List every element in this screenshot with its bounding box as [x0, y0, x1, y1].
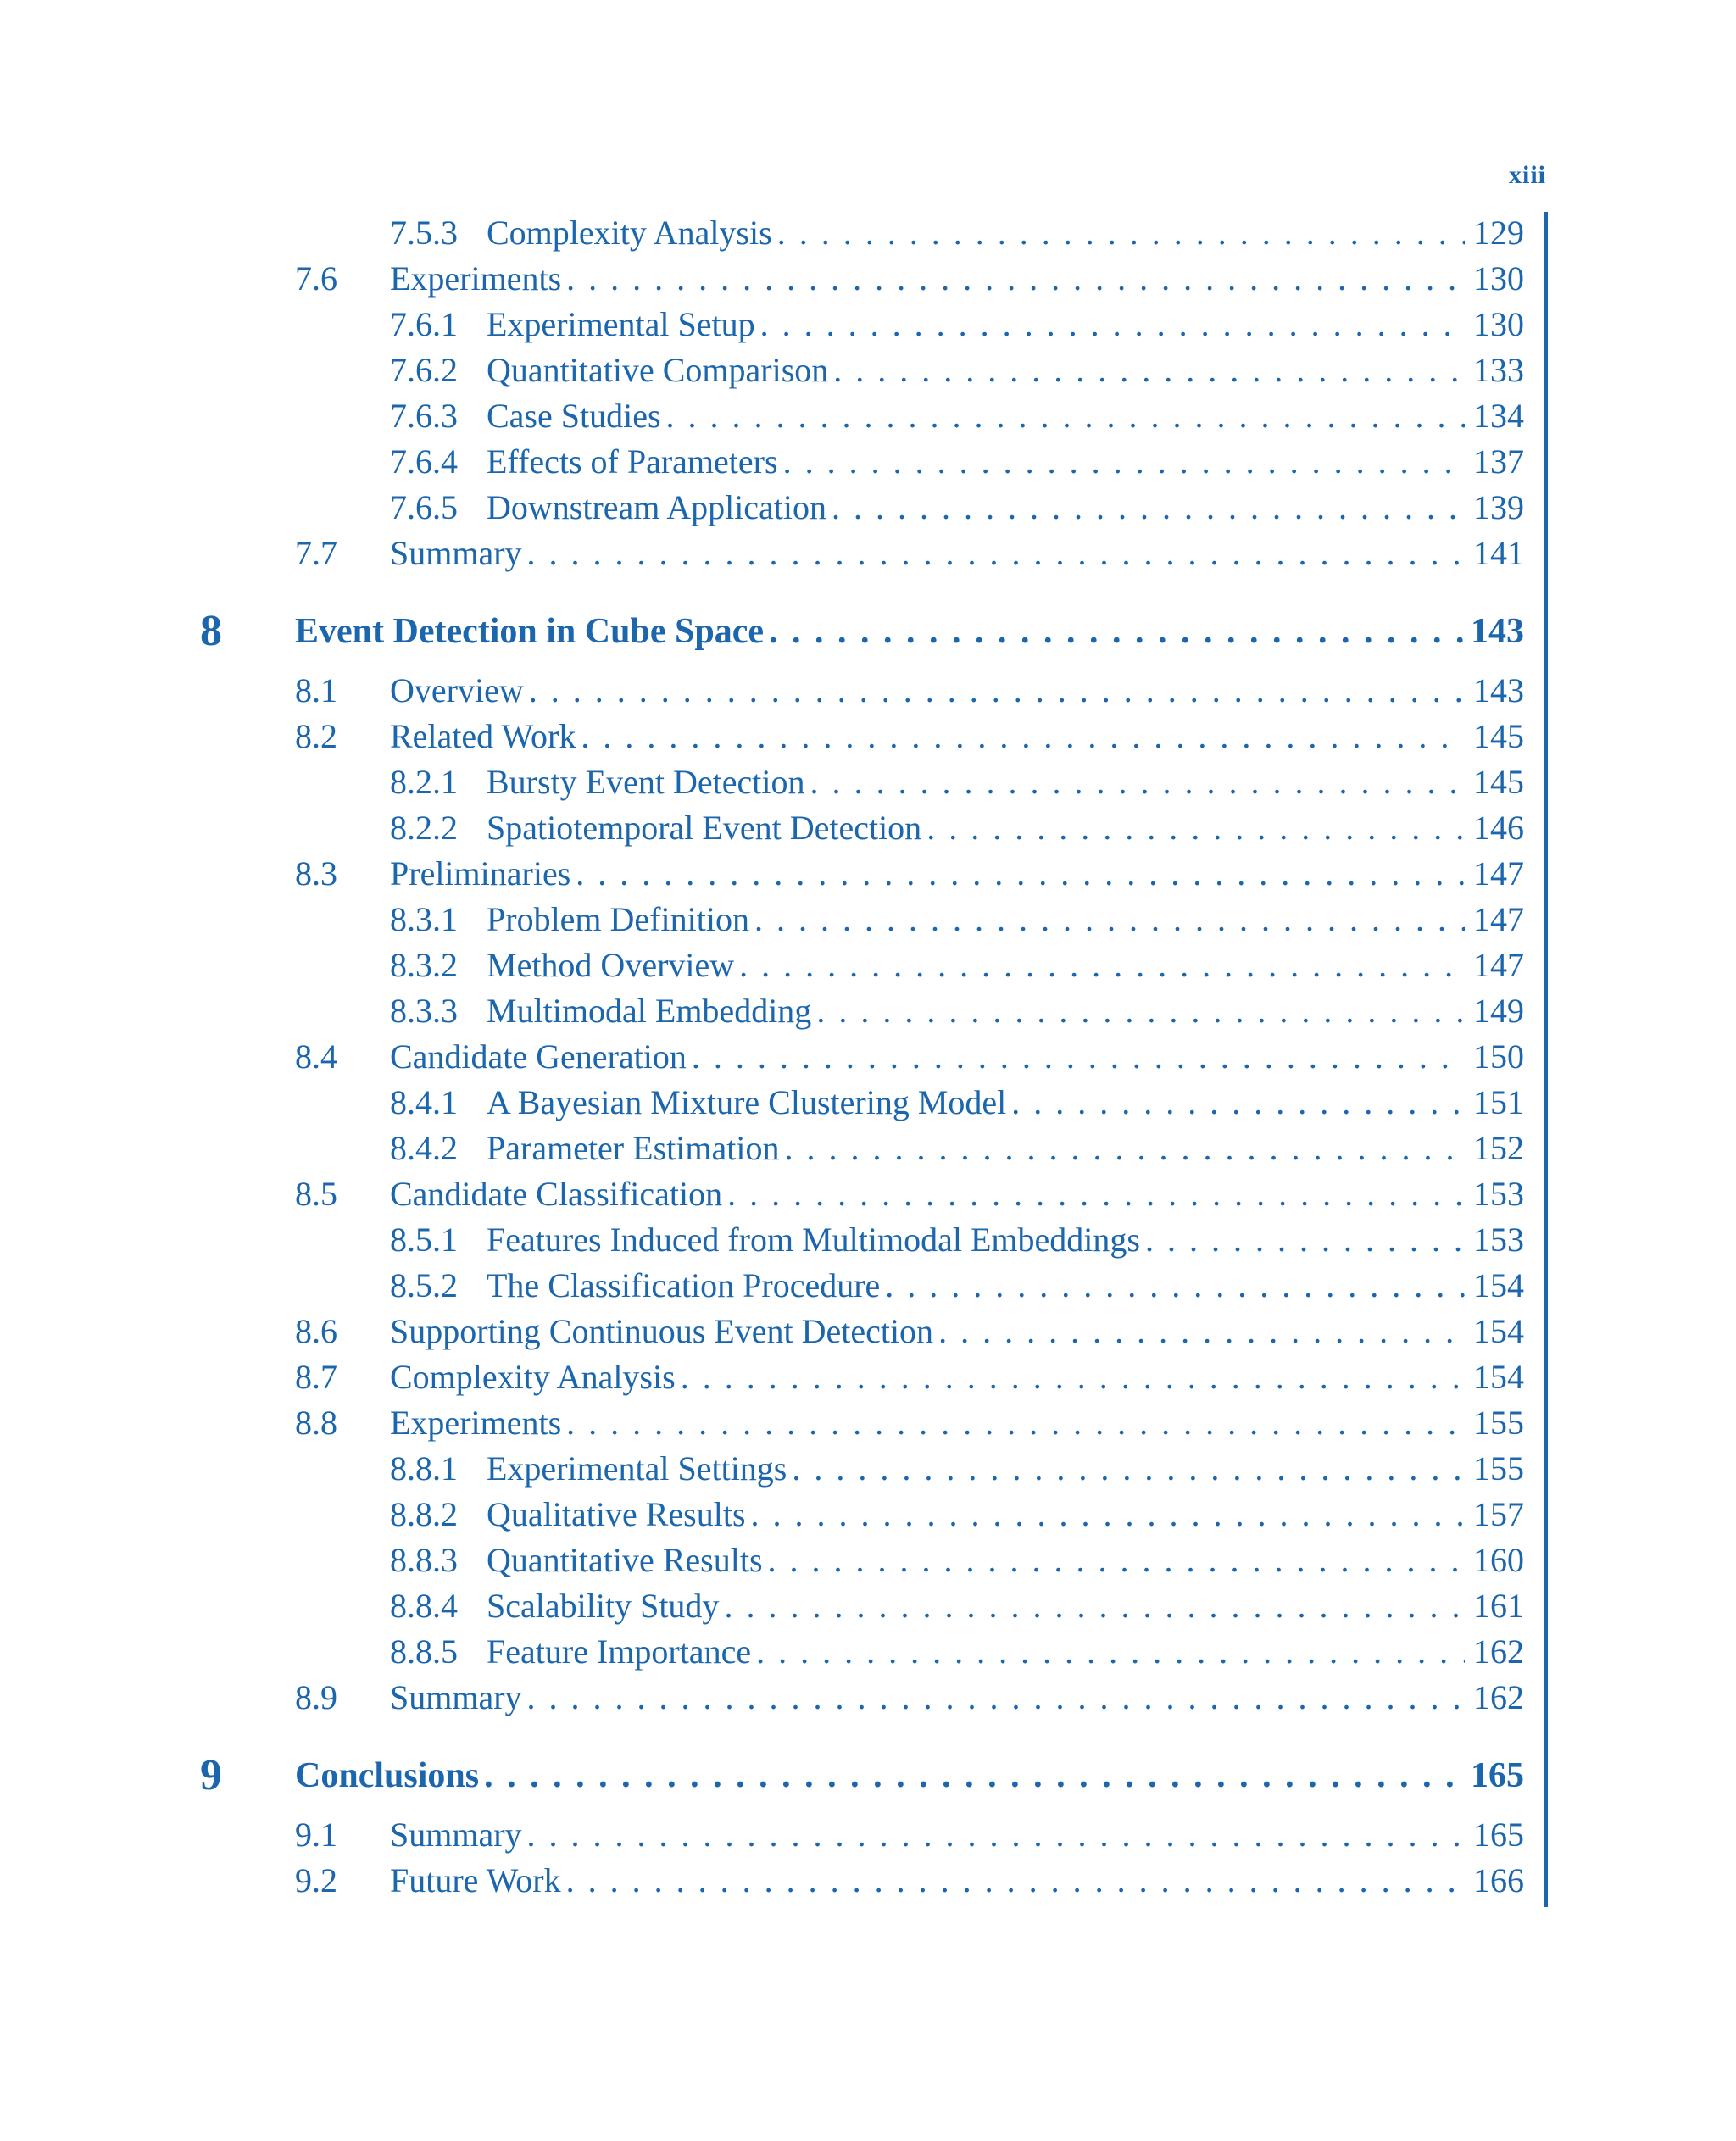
- dot-leader: [783, 439, 1465, 485]
- dot-leader: [760, 302, 1465, 348]
- entry-page-number: 143: [1473, 671, 1524, 709]
- entry-title: Downstream Application: [487, 488, 827, 526]
- entry-number: 8.4.2: [390, 1129, 458, 1167]
- entry-number: 8.4.1: [390, 1083, 458, 1121]
- entry-number: 8.5.2: [390, 1266, 458, 1304]
- toc-chapter-entry[interactable]: [0, 595, 1526, 668]
- entry-title: Supporting Continuous Event Detection: [390, 1312, 934, 1350]
- entry-number: 8.9: [295, 1678, 337, 1716]
- entry-line: [487, 988, 1524, 1034]
- entry-number: 8.8.3: [390, 1541, 458, 1579]
- entry-title: Quantitative Comparison: [487, 351, 829, 389]
- entry-number: 9.1: [295, 1816, 337, 1854]
- dot-leader: [724, 1583, 1465, 1629]
- toc-subsection-entry[interactable]: [0, 1126, 1526, 1171]
- entry-line: [487, 210, 1524, 256]
- entry-page-number: 152: [1473, 1129, 1524, 1167]
- entry-line: [390, 1812, 1524, 1858]
- entry-page-number: 165: [1473, 1816, 1524, 1854]
- dot-leader: [832, 485, 1465, 531]
- entry-line: [390, 1034, 1524, 1080]
- dot-leader: [784, 1126, 1465, 1171]
- entry-page-number: 162: [1473, 1632, 1524, 1671]
- dot-leader: [484, 1739, 1464, 1812]
- dot-leader: [768, 1538, 1465, 1583]
- toc-section-entry[interactable]: [0, 1309, 1526, 1354]
- entry-title: Conclusions: [295, 1756, 480, 1795]
- toc-section-entry[interactable]: [0, 1675, 1526, 1721]
- toc-subsection-entry[interactable]: [0, 439, 1526, 485]
- entry-page-number: 155: [1473, 1404, 1524, 1442]
- dot-leader: [777, 210, 1465, 256]
- dot-leader: [816, 988, 1465, 1034]
- entry-number: 8.5.1: [390, 1221, 458, 1259]
- entry-page-number: 157: [1473, 1495, 1524, 1533]
- entry-title: A Bayesian Mixture Clustering Model: [487, 1083, 1007, 1121]
- entry-line: [390, 1354, 1524, 1400]
- dot-leader: [566, 1858, 1465, 1904]
- toc-subsection-entry[interactable]: [0, 348, 1526, 393]
- entry-number: 8.8.2: [390, 1495, 458, 1533]
- entry-number: 8.3.1: [390, 900, 458, 938]
- entry-title: Summary: [390, 1678, 522, 1716]
- entry-line: [487, 1446, 1524, 1492]
- entry-number: 8.7: [295, 1358, 337, 1396]
- entry-page-number: 145: [1473, 717, 1524, 755]
- entry-page-number: 137: [1473, 442, 1524, 481]
- toc-section-entry[interactable]: [0, 668, 1526, 714]
- entry-line: [390, 1675, 1524, 1721]
- entry-page-number: 133: [1473, 351, 1524, 389]
- entry-title: Experiments: [390, 1404, 562, 1442]
- entry-number: 8.8: [295, 1404, 337, 1442]
- entry-title: Summary: [390, 534, 522, 572]
- toc-subsection-entry[interactable]: [0, 943, 1526, 988]
- dot-leader: [581, 714, 1465, 759]
- page-number: xiii: [1508, 161, 1546, 189]
- toc-subsection-entry[interactable]: [0, 210, 1526, 256]
- entry-page-number: 146: [1473, 809, 1524, 847]
- toc-section-entry[interactable]: [0, 1812, 1526, 1858]
- entry-title: Experiments: [390, 259, 562, 298]
- entry-number: 7.6.5: [390, 488, 458, 526]
- entry-line: [487, 439, 1524, 485]
- entry-line: [390, 851, 1524, 897]
- entry-number: 9.2: [295, 1861, 337, 1899]
- margin-rule: [1544, 212, 1548, 1907]
- entry-title: Scalability Study: [487, 1587, 720, 1625]
- entry-page-number: 147: [1473, 900, 1524, 938]
- entry-page-number: 141: [1473, 534, 1524, 572]
- entry-page-number: 155: [1473, 1449, 1524, 1488]
- table-of-contents: [0, 210, 1526, 1904]
- dot-leader: [926, 805, 1465, 851]
- dot-leader: [792, 1446, 1465, 1492]
- entry-title: Event Detection in Cube Space: [295, 612, 764, 651]
- toc-section-entry[interactable]: [0, 1171, 1526, 1217]
- entry-number: 7.6.2: [390, 351, 458, 389]
- entry-number: 7.5.3: [390, 214, 458, 252]
- entry-page-number: 153: [1473, 1221, 1524, 1259]
- dot-leader: [885, 1263, 1465, 1309]
- entry-number: 8.8.4: [390, 1587, 458, 1625]
- entry-line: [487, 805, 1524, 851]
- entry-line: [295, 595, 1524, 668]
- entry-page-number: 166: [1473, 1861, 1524, 1899]
- entry-title: Future Work: [390, 1861, 561, 1899]
- dot-leader: [692, 1034, 1465, 1080]
- entry-title: Features Induced from Multimodal Embeddings: [487, 1221, 1140, 1259]
- entry-number: 8.4: [295, 1037, 337, 1076]
- entry-line: [487, 1126, 1524, 1171]
- entry-line: [390, 1400, 1524, 1446]
- entry-line: [487, 1080, 1524, 1126]
- entry-number: 8.8.5: [390, 1632, 458, 1671]
- entry-page-number: 154: [1473, 1312, 1524, 1350]
- entry-page-number: 153: [1473, 1175, 1524, 1213]
- entry-title: Complexity Analysis: [390, 1358, 676, 1396]
- entry-number: 8.6: [295, 1312, 337, 1350]
- dot-leader: [1011, 1080, 1465, 1126]
- entry-number: 8.8.1: [390, 1449, 458, 1488]
- entry-number: 8.5: [295, 1175, 337, 1213]
- toc-section-entry[interactable]: [0, 256, 1526, 302]
- entry-number: 7.6.3: [390, 397, 458, 435]
- dot-leader: [527, 1812, 1465, 1858]
- entry-number: 7.6: [295, 259, 337, 298]
- entry-line: [487, 1492, 1524, 1538]
- entry-page-number: 149: [1473, 992, 1524, 1030]
- dot-leader: [833, 348, 1465, 393]
- entry-line: [487, 1583, 1524, 1629]
- entry-number: 8.2.1: [390, 763, 458, 801]
- entry-line: [295, 1739, 1524, 1812]
- entry-title: Experimental Settings: [487, 1449, 787, 1488]
- toc-section-entry[interactable]: [0, 1858, 1526, 1904]
- toc-section-entry[interactable]: [0, 1354, 1526, 1400]
- dot-leader: [1145, 1217, 1465, 1263]
- entry-page-number: 129: [1473, 214, 1524, 252]
- toc-section-entry[interactable]: [0, 851, 1526, 897]
- toc-subsection-entry[interactable]: [0, 1263, 1526, 1309]
- dot-leader: [739, 943, 1465, 988]
- toc-subsection-entry[interactable]: [0, 393, 1526, 439]
- entry-page-number: 130: [1473, 259, 1524, 298]
- toc-subsection-entry[interactable]: [0, 1492, 1526, 1538]
- dot-leader: [527, 1675, 1465, 1721]
- entry-line: [487, 485, 1524, 531]
- entry-title: Quantitative Results: [487, 1541, 763, 1579]
- entry-number: 8.3: [295, 854, 337, 893]
- entry-page-number: 130: [1473, 305, 1524, 343]
- toc-subsection-entry[interactable]: [0, 1217, 1526, 1263]
- dot-leader: [527, 531, 1465, 576]
- toc-subsection-entry[interactable]: [0, 1629, 1526, 1675]
- entry-page-number: 154: [1473, 1266, 1524, 1304]
- entry-page-number: 160: [1473, 1541, 1524, 1579]
- entry-number: 8.3.3: [390, 992, 458, 1030]
- entry-line: [487, 348, 1524, 393]
- toc-subsection-entry[interactable]: [0, 759, 1526, 805]
- dot-leader: [566, 1400, 1465, 1446]
- entry-line: [487, 943, 1524, 988]
- toc-chapter-entry[interactable]: [0, 1739, 1526, 1812]
- entry-number: 8.2: [295, 717, 337, 755]
- entry-title: Bursty Event Detection: [487, 763, 805, 801]
- dot-leader: [751, 1492, 1465, 1538]
- entry-page-number: 147: [1473, 854, 1524, 893]
- toc-section-entry[interactable]: [0, 1034, 1526, 1080]
- entry-line: [390, 1858, 1524, 1904]
- entry-page-number: 151: [1473, 1083, 1524, 1121]
- entry-title: The Classification Procedure: [487, 1266, 881, 1304]
- toc-subsection-entry[interactable]: [0, 805, 1526, 851]
- entry-title: Parameter Estimation: [487, 1129, 780, 1167]
- entry-page-number: 145: [1473, 763, 1524, 801]
- entry-line: [390, 668, 1524, 714]
- entry-number: 8.2.2: [390, 809, 458, 847]
- dot-leader: [727, 1171, 1465, 1217]
- entry-title: Multimodal Embedding: [487, 992, 812, 1030]
- entry-line: [487, 1538, 1524, 1583]
- entry-title: Spatiotemporal Event Detection: [487, 809, 922, 847]
- toc-subsection-entry[interactable]: [0, 897, 1526, 943]
- entry-title: Method Overview: [487, 946, 735, 984]
- entry-page-number: 139: [1473, 488, 1524, 526]
- entry-title: Related Work: [390, 717, 576, 755]
- entry-number: 8.3.2: [390, 946, 458, 984]
- entry-title: Candidate Classification: [390, 1175, 723, 1213]
- dot-leader: [810, 759, 1465, 805]
- entry-line: [487, 1629, 1524, 1675]
- dot-leader: [769, 595, 1464, 668]
- entry-number: 9: [200, 1751, 222, 1799]
- entry-line: [390, 531, 1524, 576]
- dot-leader: [666, 393, 1465, 439]
- entry-line: [487, 393, 1524, 439]
- entry-line: [487, 1217, 1524, 1263]
- dot-leader: [756, 1629, 1465, 1675]
- entry-line: [487, 759, 1524, 805]
- dot-leader: [529, 668, 1465, 714]
- entry-title: Overview: [390, 671, 524, 709]
- entry-line: [487, 897, 1524, 943]
- entry-page-number: 154: [1473, 1358, 1524, 1396]
- entry-title: Problem Definition: [487, 900, 749, 938]
- entry-line: [390, 256, 1524, 302]
- entry-page-number: 147: [1473, 946, 1524, 984]
- entry-title: Candidate Generation: [390, 1037, 687, 1076]
- entry-page-number: 165: [1471, 1756, 1524, 1795]
- toc-subsection-entry[interactable]: [0, 988, 1526, 1034]
- dot-leader: [566, 256, 1465, 302]
- entry-title: Qualitative Results: [487, 1495, 746, 1533]
- toc-subsection-entry[interactable]: [0, 302, 1526, 348]
- entry-line: [487, 1263, 1524, 1309]
- entry-title: Feature Importance: [487, 1632, 752, 1671]
- entry-page-number: 161: [1473, 1587, 1524, 1625]
- dot-leader: [938, 1309, 1465, 1354]
- entry-page-number: 162: [1473, 1678, 1524, 1716]
- toc-section-entry[interactable]: [0, 531, 1526, 576]
- toc-section-entry[interactable]: [0, 714, 1526, 759]
- entry-title: Summary: [390, 1816, 522, 1854]
- entry-line: [390, 714, 1524, 759]
- entry-line: [390, 1171, 1524, 1217]
- entry-page-number: 150: [1473, 1037, 1524, 1076]
- entry-title: Complexity Analysis: [487, 214, 772, 252]
- entry-number: 8: [200, 607, 222, 655]
- toc-subsection-entry[interactable]: [0, 1080, 1526, 1126]
- entry-page-number: 134: [1473, 397, 1524, 435]
- entry-number: 7.6.4: [390, 442, 458, 481]
- entry-line: [390, 1309, 1524, 1354]
- dot-leader: [681, 1354, 1465, 1400]
- dot-leader: [576, 851, 1465, 897]
- toc-subsection-entry[interactable]: [0, 485, 1526, 531]
- entry-number: 7.7: [295, 534, 337, 572]
- toc-section-entry[interactable]: [0, 1400, 1526, 1446]
- toc-subsection-entry[interactable]: [0, 1446, 1526, 1492]
- entry-page-number: 143: [1471, 612, 1524, 651]
- entry-title: Preliminaries: [390, 854, 571, 893]
- entry-number: 8.1: [295, 671, 337, 709]
- toc-subsection-entry[interactable]: [0, 1583, 1526, 1629]
- entry-title: Experimental Setup: [487, 305, 755, 343]
- entry-title: Effects of Parameters: [487, 442, 778, 481]
- entry-title: Case Studies: [487, 397, 661, 435]
- entry-number: 7.6.1: [390, 305, 458, 343]
- dot-leader: [754, 897, 1465, 943]
- entry-line: [487, 302, 1524, 348]
- toc-subsection-entry[interactable]: [0, 1538, 1526, 1583]
